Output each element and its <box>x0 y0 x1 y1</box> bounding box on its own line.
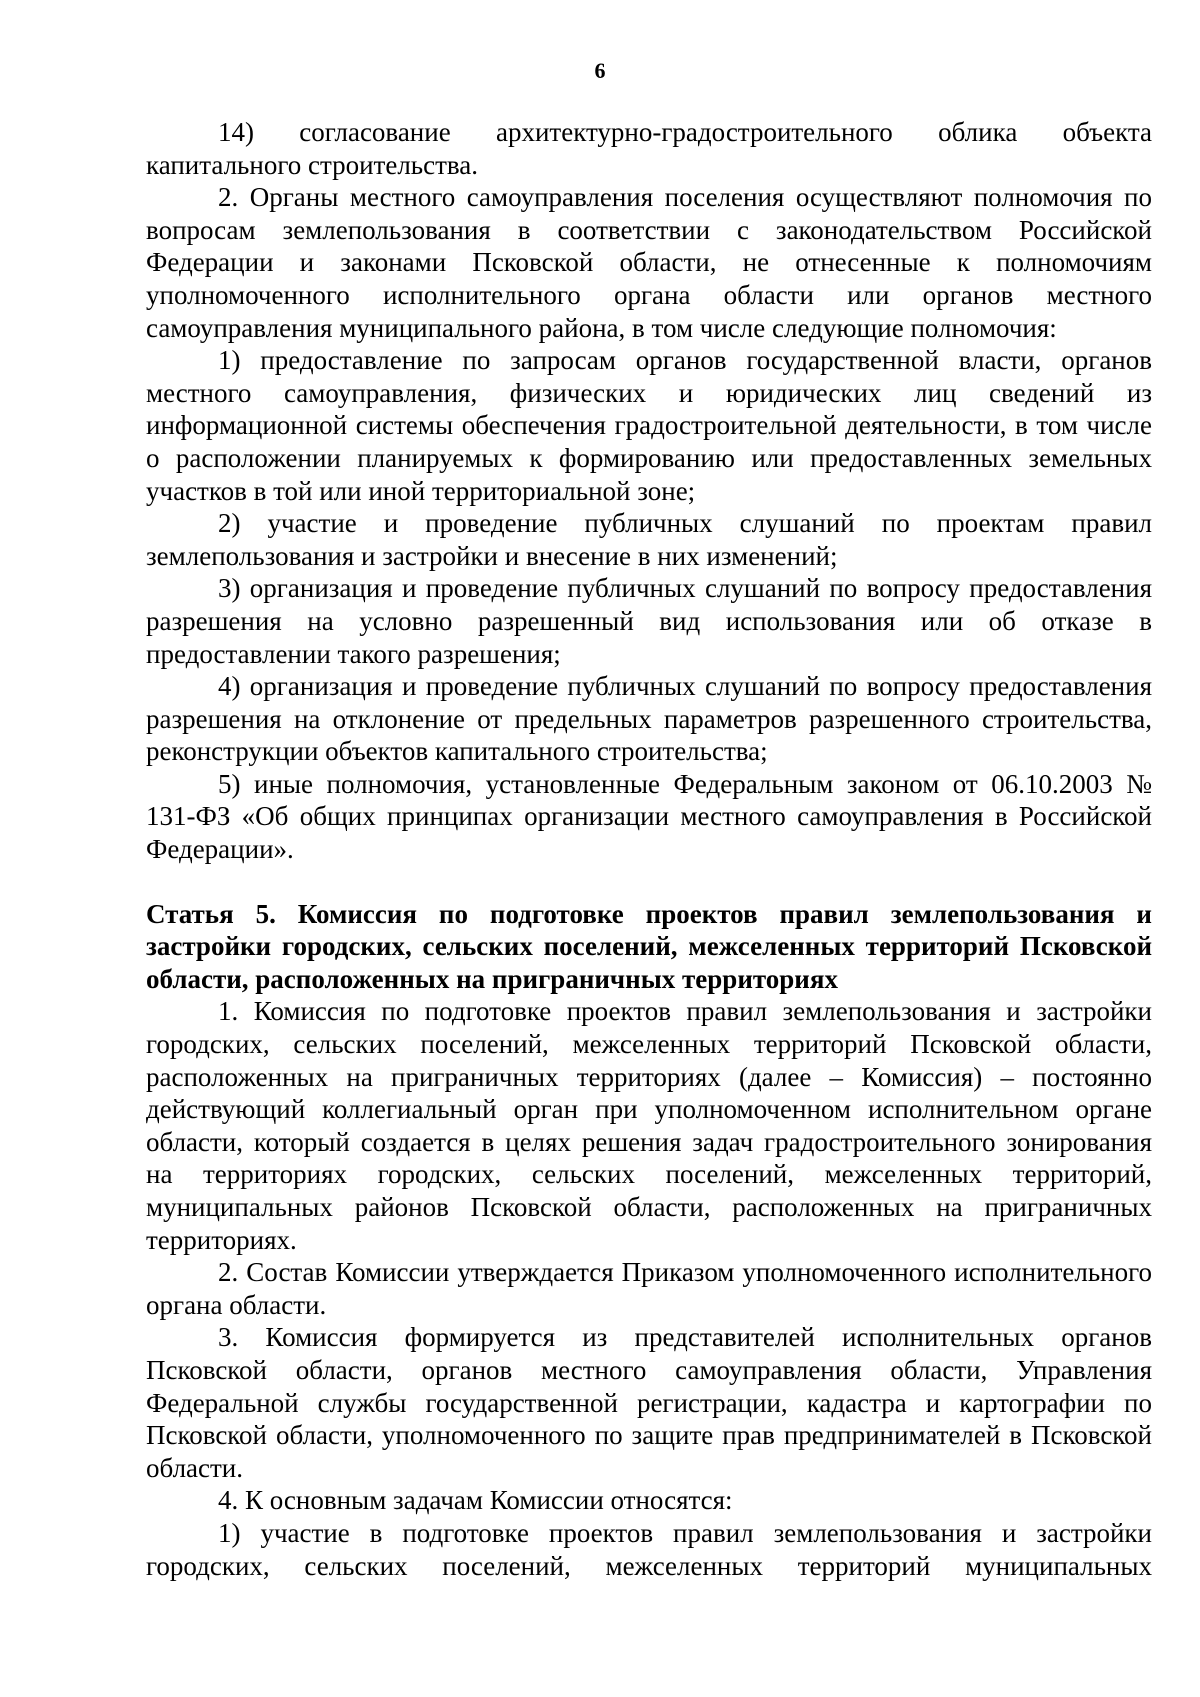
paragraph-item-3: 3) организация и проведение публичных слушаний по вопросу предоставления разрешения на условно разрешенный вид использования или об отказе в предоставлении такого разрешения; <box>146 573 1152 669</box>
paragraph-item-14: 14) согласование архитектурно-градостроительного облика объекта капитального строительства. <box>146 117 1152 180</box>
paragraph-article5-section-3: 3. Комиссия формируется из представителей исполнительных органов Псковской области, органов местного самоуправления области, Управления Федеральной службы государственной регистрации, кадастра и картографии по Псковской области, уполномоченного по защите прав предпринимателей в Псковской области. <box>146 1322 1152 1483</box>
page-number: 6 <box>594 58 606 83</box>
paragraph-item-2: 2) участие и проведение публичных слушаний по проектам правил землепользования и застройки и внесение в них изменений; <box>146 508 1152 571</box>
document-body <box>146 116 1152 1582</box>
paragraph-item-5: 5) иные полномочия, установленные Федеральным законом от 06.10.2003 № 131-ФЗ «Об общих принципах организации местного самоуправления в Российской Федерации». <box>146 768 1152 865</box>
paragraph-article5-section-2: 2. Состав Комиссии утверждается Приказом уполномоченного исполнительного органа области. <box>146 1257 1152 1320</box>
paragraph-section-2: 2. Органы местного самоуправления поселения осуществляют полномочия по вопросам землепользования в соответствии с законодательством Российской Федерации и законами Псковской области, не отнесенные к полномочиям уполномоченного исполнительного органа области или органов местного самоуправления муниципального района, в том числе следующие полномочия: <box>146 182 1152 343</box>
paragraph-item-1: 1) предоставление по запросам органов государственной власти, органов местного самоуправления, физических и юридических лиц сведений из информационной системы обеспечения градостроительной деятельности, в том числе о расположении планируемых к формированию или предоставленных земельных участков в той или иной территориальной зоне; <box>146 345 1152 506</box>
paragraph-article5-item-1: 1) участие в подготовке проектов правил землепользования и застройки городских, сельских поселений, межселенных территорий муниципальных <box>146 1517 1152 1581</box>
paragraph-article5-section-4: 4. К основным задачам Комиссии относятся: <box>218 1485 733 1516</box>
article-title: Статья 5. Комиссия по подготовке проектов правил землепользования и застройки городских, сельских поселений, межселенных территорий Псковской области, расположенных на приграничных территориях <box>146 898 1152 994</box>
paragraph-item-4: 4) организация и проведение публичных слушаний по вопросу предоставления разрешения на отклонение от предельных параметров разрешенного строительства, реконструкции объектов капитального строительства; <box>146 671 1152 767</box>
paragraph-article5-section-1: 1. Комиссия по подготовке проектов правил землепользования и застройки городских, сельских поселений, межселенных территорий Псковской области, расположенных на приграничных территориях (далее – Комиссия) – постоянно действующий коллегиальный орган при уполномоченном исполнительном органе области, который создается в целях решения задач градостроительного зонирования на территориях городских, сельских поселений, межселенных территорий, муниципальных районов Псковской области, расположенных на приграничных территориях. <box>146 996 1152 1255</box>
